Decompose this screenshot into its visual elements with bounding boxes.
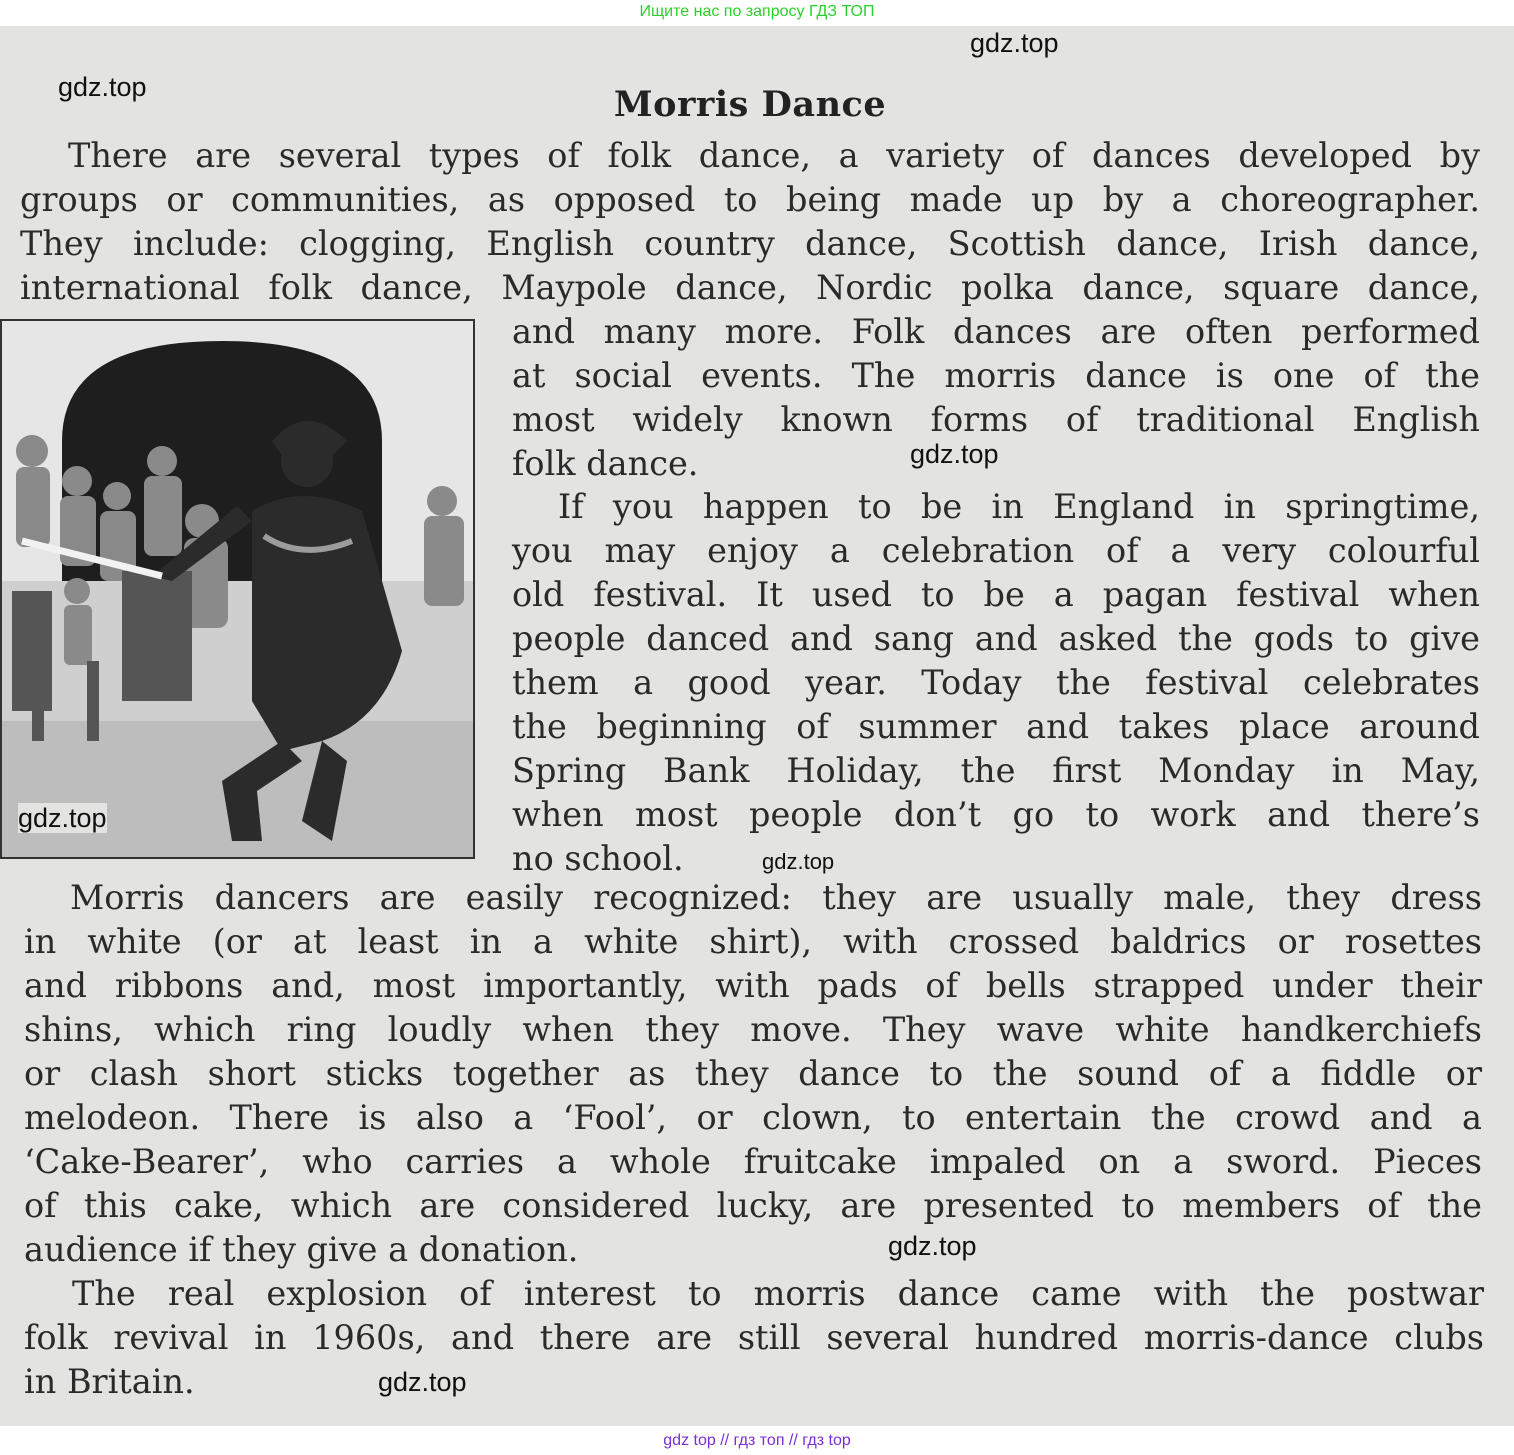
text-line: ‘Cake-Bearer’, who carries a whole fruitcake impaled on a sword. Pieces: [24, 1142, 1482, 1181]
text-line: of this cake, which are considered lucky, are presented to members of the: [24, 1186, 1482, 1225]
text-line: audience if they give a donation.: [24, 1230, 579, 1269]
text-line: the beginning of summer and takes place around: [512, 707, 1480, 746]
text-line: Morris dancers are easily recognized: they are usually male, they dress: [70, 878, 1482, 917]
bottom-promo-banner[interactable]: gdz top // гдз топ // гдз top: [663, 1432, 851, 1449]
watermark: gdz.top: [888, 1231, 977, 1261]
watermark: gdz.top: [58, 72, 147, 102]
textbook-page: [0, 26, 1514, 1426]
text-line: in Britain.: [24, 1362, 195, 1401]
text-line: in white (or at least in a white shirt), with crossed baldrics or rosettes: [24, 922, 1482, 961]
text-line: There are several types of folk dance, a variety of dances developed by: [68, 136, 1480, 175]
watermark: gdz.top: [18, 803, 107, 833]
text-line: and many more. Folk dances are often performed: [512, 312, 1480, 351]
text-line: They include: clogging, English country dance, Scottish dance, Irish dance,: [20, 224, 1480, 263]
text-line: when most people don’t go to work and there’s: [512, 795, 1480, 834]
text-line: shins, which ring loudly when they move. They wave white handkerchiefs: [24, 1010, 1482, 1049]
text-line: at social events. The morris dance is one of the: [512, 356, 1480, 395]
text-line: international folk dance, Maypole dance, Nordic polka dance, square dance,: [20, 268, 1480, 307]
text-line: or clash short sticks together as they dance to the sound of a fiddle or: [24, 1054, 1482, 1093]
text-line: groups or communities, as opposed to being made up by a choreographer.: [20, 180, 1480, 219]
morris-dancer-photo: [0, 319, 475, 859]
text-line: folk dance.: [512, 444, 699, 483]
text-line: them a good year. Today the festival celebrates: [512, 663, 1480, 702]
text-line: melodeon. There is also a ‘Fool’, or clown, to entertain the crowd and a: [24, 1098, 1482, 1137]
photo-illustration: [2, 321, 473, 857]
top-promo-banner[interactable]: Ищите нас по запросу ГДЗ ТОП: [639, 3, 875, 20]
text-line: Spring Bank Holiday, the first Monday in May,: [512, 751, 1480, 790]
text-line: old festival. It used to be a pagan festival when: [512, 575, 1480, 614]
text-line: no school.: [512, 839, 684, 878]
watermark: gdz.top: [378, 1367, 467, 1397]
watermark: gdz.top: [970, 28, 1059, 58]
text-line: most widely known forms of traditional English: [512, 400, 1480, 439]
watermark: gdz.top: [910, 439, 999, 469]
page-title: Morris Dance: [613, 84, 887, 125]
watermark: gdz.top: [762, 847, 834, 877]
text-line: and ribbons and, most importantly, with pads of bells strapped under their: [24, 966, 1482, 1005]
text-line: people danced and sang and asked the gods to give: [512, 619, 1480, 658]
text-line: The real explosion of interest to morris dance came with the postwar: [72, 1274, 1484, 1313]
text-line: folk revival in 1960s, and there are still several hundred morris-dance clubs: [24, 1318, 1484, 1357]
text-line: you may enjoy a celebration of a very colourful: [512, 531, 1480, 570]
text-line: If you happen to be in England in springtime,: [558, 487, 1480, 526]
